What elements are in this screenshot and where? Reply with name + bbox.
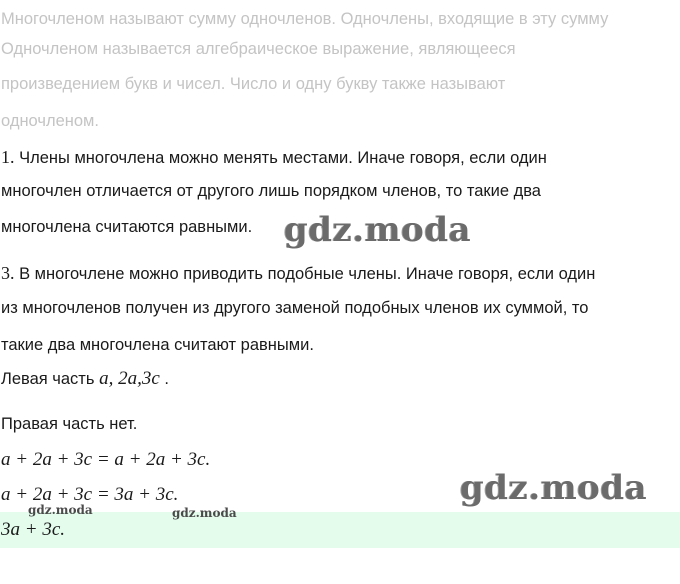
rule-1-line: многочлен отличается от другого лишь порядком членов, то такие два — [1, 182, 541, 200]
rule-1-number: 1. — [1, 147, 15, 167]
rule-3-line: такие два многочлена считают равными. — [1, 336, 314, 354]
answer-line: 3a + 3c. — [1, 519, 66, 540]
rule-1-line: многочлена считаются равными. — [1, 218, 253, 236]
rule-3-number: 3. — [1, 263, 15, 283]
rule-3-line: из многочленов получен из другого заменой подобных членов их суммой, то — [1, 299, 589, 317]
rule-1-line — [1, 147, 547, 168]
watermark-logo-small: gdz.moda — [172, 506, 237, 520]
left-part-label: Левая часть — [1, 370, 95, 388]
faded-definition-line: одночленом. — [1, 112, 99, 130]
rule-3-line — [1, 263, 595, 284]
left-part-line — [1, 368, 169, 390]
faded-definition-line: Одночленом называется алгебраическое выражение, являющееся — [1, 40, 516, 58]
watermark-logo-small: gdz.moda — [28, 503, 93, 517]
equation-line: a + 2a + 3c = a + 2a + 3c. — [1, 449, 211, 470]
left-part-math: a, 2a,3c — [99, 368, 160, 389]
watermark-logo: gdz.moda — [460, 468, 648, 508]
answer-highlight — [0, 512, 680, 548]
faded-definition-line: Многочленом называют сумму одночленов. Одночлены, входящие в эту сумму — [1, 10, 609, 28]
faded-definition-line: произведением букв и чисел. Число и одну букву также называют — [1, 75, 506, 93]
rule-1-text: Члены многочлена можно менять местами. Иначе говоря, если один — [19, 149, 547, 167]
left-part-period: . — [164, 370, 169, 388]
equation-line: a + 2a + 3c = 3a + 3c. — [1, 484, 179, 505]
watermark-logo: gdz.moda — [284, 210, 472, 250]
rule-3-text: В многочлене можно приводить подобные члены. Иначе говоря, если один — [19, 265, 596, 283]
right-part-line: Правая часть нет. — [1, 415, 138, 433]
